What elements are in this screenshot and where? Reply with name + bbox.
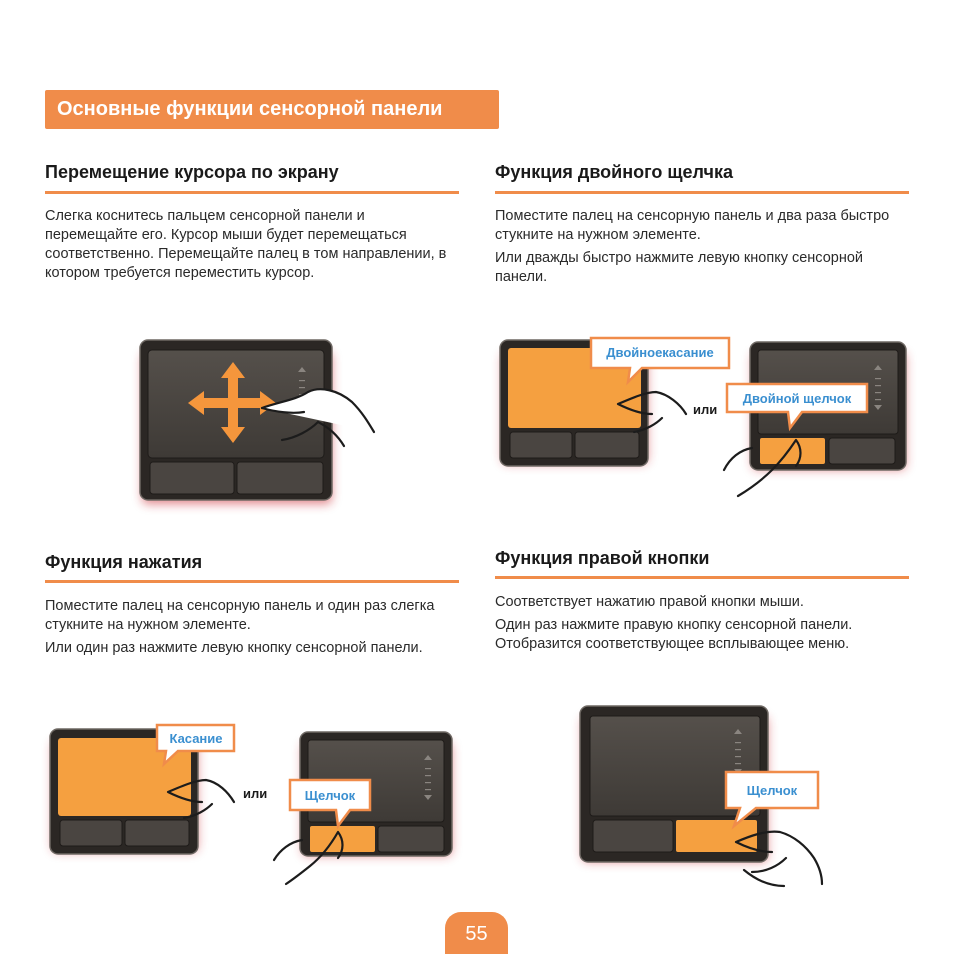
paragraph: Поместите палец на сенсорную панель и два раза быстро стукните на нужном элементе. [495, 208, 890, 243]
callout-label: Двойноекасание [606, 345, 714, 360]
paragraph: Один раз нажмите правую кнопку сенсорной панели. Отобразится соответствующее всплывающее меню. [495, 617, 853, 652]
paragraph: Соответствует нажатию правой кнопки мыши. [495, 594, 804, 610]
section-title-tap: Функция нажатия [45, 552, 203, 572]
paragraph: Слегка коснитесь пальцем сенсорной панели и перемещайте его. Курсор мыши будет перемещаться соответственно. Перемещайте палец в том направлении, в котором требуется переместить курсор. [45, 208, 447, 281]
callout-right-click [726, 772, 818, 826]
touchpad-move-illustration [140, 340, 374, 504]
section-title-move: Перемещение курсора по экрану [45, 162, 339, 182]
callout-label: Двойной щелчок [742, 391, 852, 406]
or-label: или [243, 786, 268, 801]
paragraph: Или один раз нажмите левую кнопку сенсорной панели. [45, 640, 423, 656]
page-number: 55 [445, 912, 508, 954]
callout-label: Щелчок [746, 783, 798, 798]
paragraph: Поместите палец на сенсорную панель и один раз слегка стукните на нужном элементе. [45, 598, 435, 633]
section-title-double-click: Функция двойного щелчка [495, 162, 733, 182]
section-title-right-button: Функция правой кнопки [495, 548, 710, 568]
callout-label: Щелчок [304, 788, 356, 803]
callout-label: Касание [169, 731, 223, 746]
section-banner: Основные функции сенсорной панели [45, 90, 499, 129]
touchpad-double-click-illustration [724, 342, 906, 496]
paragraph: Или дважды быстро нажмите левую кнопку сенсорной панели. [495, 250, 864, 285]
or-label: или [693, 402, 718, 417]
